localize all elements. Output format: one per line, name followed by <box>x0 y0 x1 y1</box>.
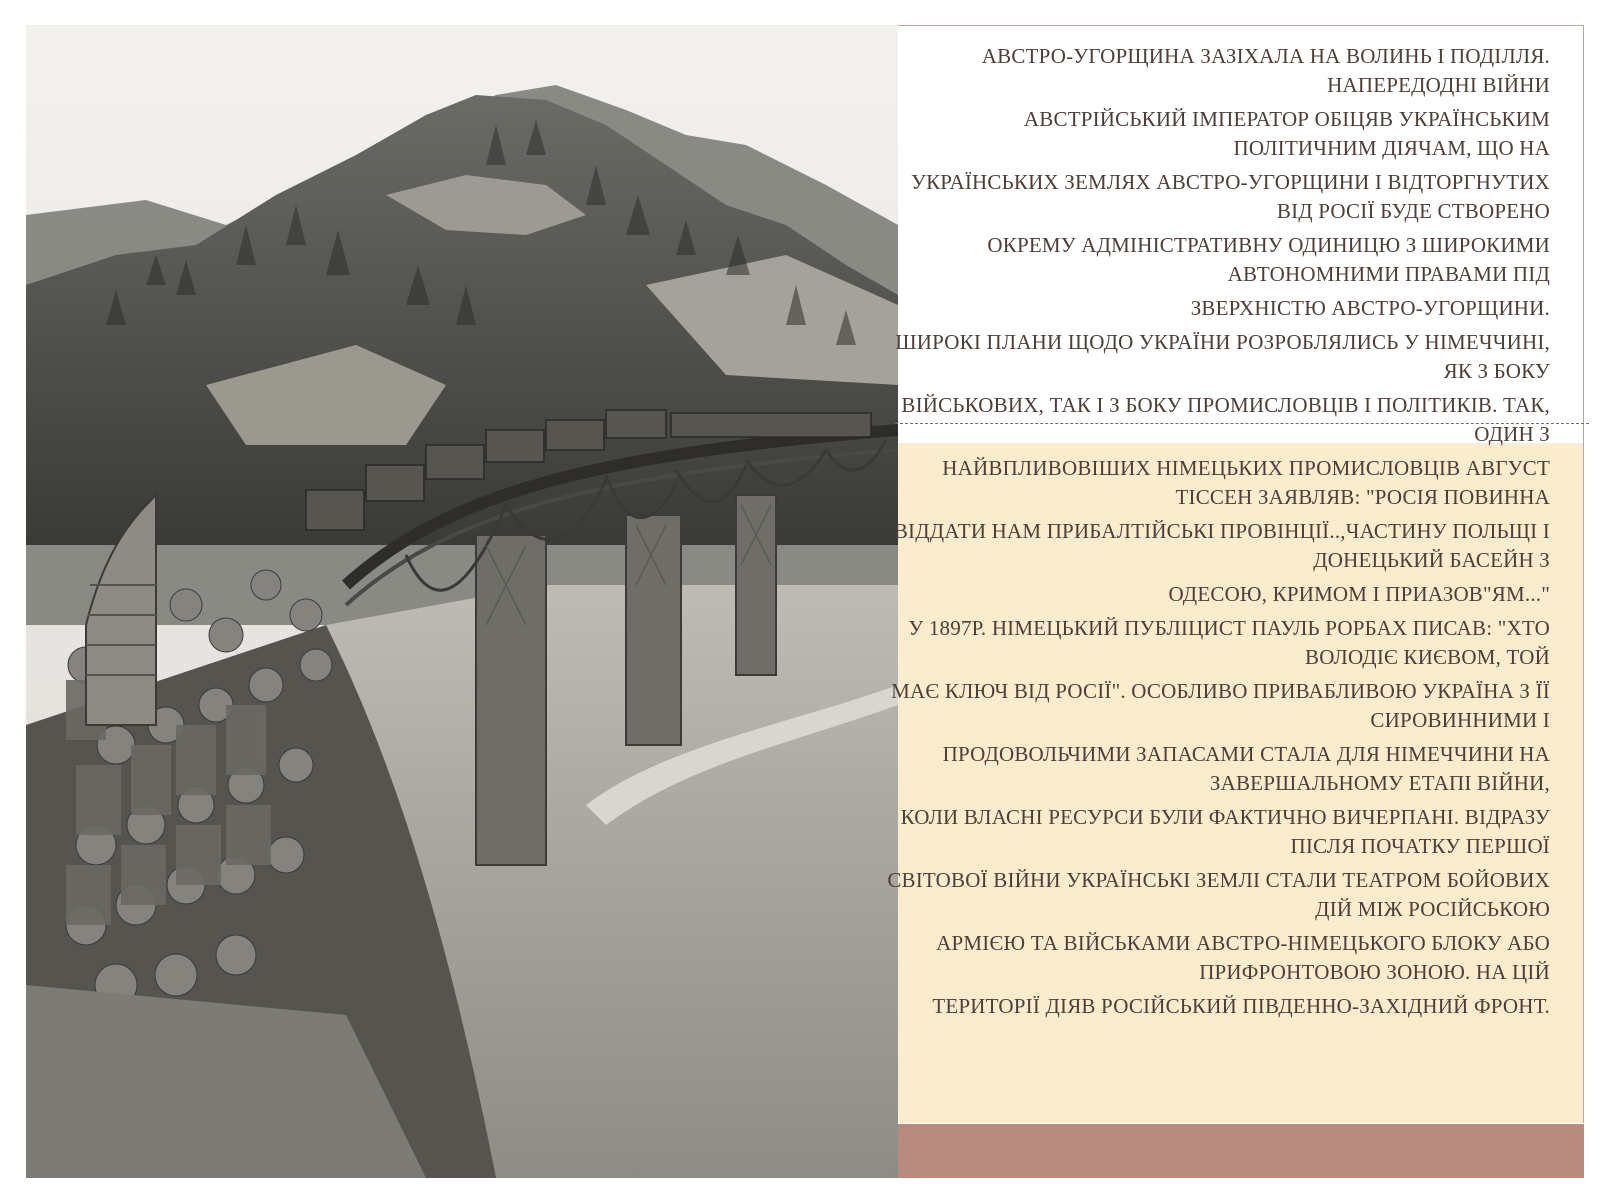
historical-photo <box>26 25 898 1178</box>
paragraph: ЗВЕРХНІСТЮ АВСТРО-УГОРЩИНИ. <box>1190 296 1550 320</box>
paragraph: КОЛИ ВЛАСНІ РЕСУРСИ БУЛИ ФАКТИЧНО ВИЧЕРПАНІ. ВІДРАЗУ ПІСЛЯ ПОЧАТКУ ПЕРШОЇ <box>900 805 1550 858</box>
paragraph: АВСТРІЙСЬКИЙ ІМПЕРАТОР ОБІЦЯВ УКРАЇНСЬКИМ ПОЛІТИЧНИМ ДІЯЧАМ, ЩО НА <box>1023 107 1550 160</box>
paragraph: АВСТРО-УГОРЩИНА ЗАЗІХАЛА НА ВОЛИНЬ І ПОДІЛЛЯ. НАПЕРЕДОДНІ ВІЙНИ <box>981 44 1550 97</box>
paragraph: У 1897Р. НІМЕЦЬКИЙ ПУБЛІЦИСТ ПАУЛЬ РОРБАХ ПИСАВ: "ХТО ВОЛОДІЄ КИЄВОМ, ТОЙ <box>908 616 1550 669</box>
paragraph: ОКРЕМУ АДМІНІСТРАТИВНУ ОДИНИЦЮ З ШИРОКИМИ АВТОНОМНИМИ ПРАВАМИ ПІД <box>987 233 1550 286</box>
paragraph: ВІДДАТИ НАМ ПРИБАЛТІЙСЬКІ ПРОВІНЦІЇ..,ЧАСТИНУ ПОЛЬЩІ І ДОНЕЦЬКИЙ БАСЕЙН З <box>893 519 1550 572</box>
paragraph: ПРОДОВОЛЬЧИМИ ЗАПАСАМИ СТАЛА ДЛЯ НІМЕЧЧИНИ НА ЗАВЕРШАЛЬНОМУ ЕТАПІ ВІЙНИ, <box>942 742 1550 795</box>
paragraph: АРМІЄЮ ТА ВІЙСЬКАМИ АВСТРО-НІМЕЦЬКОГО БЛОКУ АБО ПРИФРОНТОВОЮ ЗОНОЮ. НА ЦІЙ <box>936 931 1550 984</box>
paragraph: ВІЙСЬКОВИХ, ТАК І З БОКУ ПРОМИСЛОВЦІВ І ПОЛІТИКІВ. ТАК, ОДИН З <box>901 393 1550 446</box>
paragraph: УКРАЇНСЬКИХ ЗЕМЛЯХ АВСТРО-УГОРЩИНИ І ВІДТОРГНУТИХ ВІД РОСІЇ БУДЕ СТВОРЕНО <box>911 170 1550 223</box>
paragraph: ТЕРИТОРІЇ ДІЯВ РОСІЙСЬКИЙ ПІВДЕННО-ЗАХІДНИЙ ФРОНТ. <box>932 994 1550 1018</box>
viaduct-train-illustration <box>26 25 898 1178</box>
paragraph: СВІТОВОЇ ВІЙНИ УКРАЇНСЬКІ ЗЕМЛІ СТАЛИ ТЕАТРОМ БОЙОВИХ ДІЙ МІЖ РОСІЙСЬКОЮ <box>887 868 1550 921</box>
paragraph: МАЄ КЛЮЧ ВІД РОСІЇ". ОСОБЛИВО ПРИВАБЛИВОЮ УКРАЇНА З ЇЇ СИРОВИННИМИ І <box>891 679 1550 732</box>
paragraph: ШИРОКІ ПЛАНИ ЩОДО УКРАЇНИ РОЗРОБЛЯЛИСЬ У НІМЕЧЧИНІ, ЯК З БОКУ <box>895 330 1550 383</box>
footer-bar <box>898 1124 1584 1178</box>
slide-text <box>884 42 1550 1021</box>
paragraph: НАЙВПЛИВОВІШИХ НІМЕЦЬКИХ ПРОМИСЛОВЦІВ АВГУСТ ТІССЕН ЗАЯВЛЯВ: "РОСІЯ ПОВИННА <box>942 456 1550 509</box>
paragraph: ОДЕСОЮ, КРИМОМ І ПРИАЗОВ"ЯМ..." <box>1168 582 1550 606</box>
